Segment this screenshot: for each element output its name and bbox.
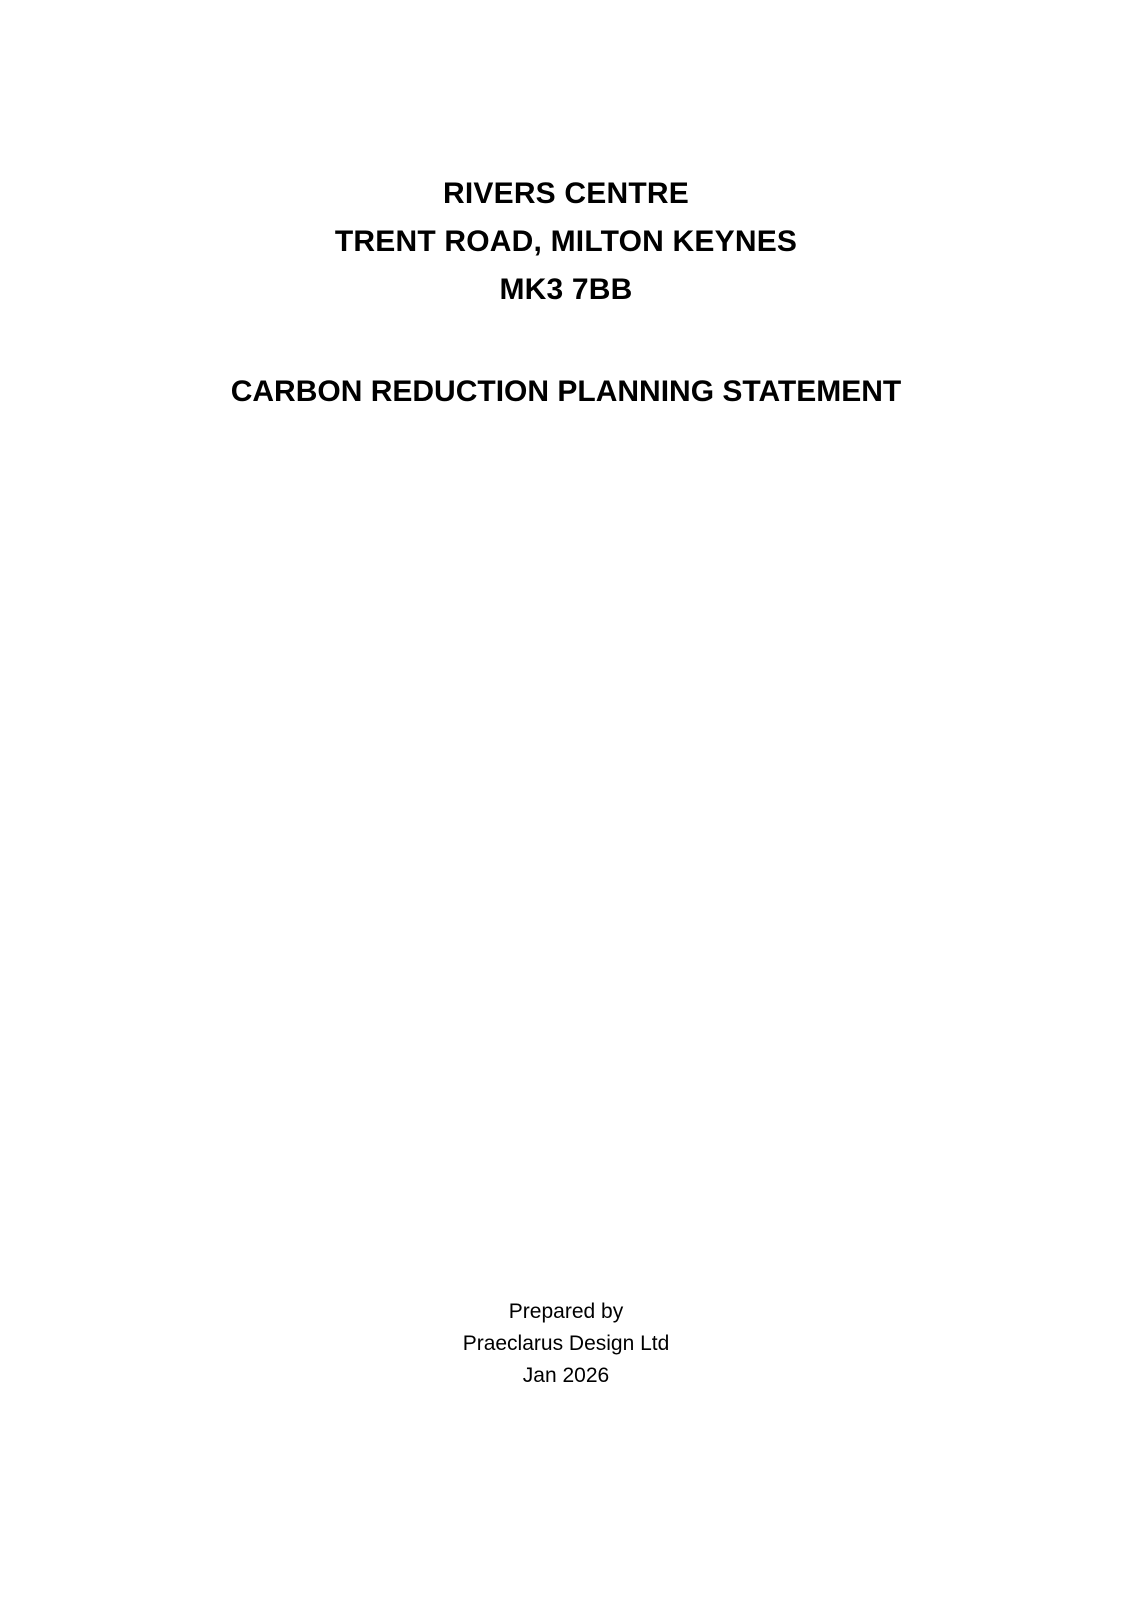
site-postcode-line: MK3 7BB [499,273,633,306]
prepared-by-label: Prepared by [508,1300,624,1323]
title-block [0,170,1132,314]
site-name-line: RIVERS CENTRE [443,177,689,210]
author-name: Praeclarus Design Ltd [462,1332,670,1355]
prepared-by-block [0,1296,1132,1392]
site-address-line: TRENT ROAD, MILTON KEYNES [334,225,798,258]
page-title: CARBON REDUCTION PLANNING STATEMENT [230,375,902,408]
document-date: Jan 2026 [522,1364,610,1387]
